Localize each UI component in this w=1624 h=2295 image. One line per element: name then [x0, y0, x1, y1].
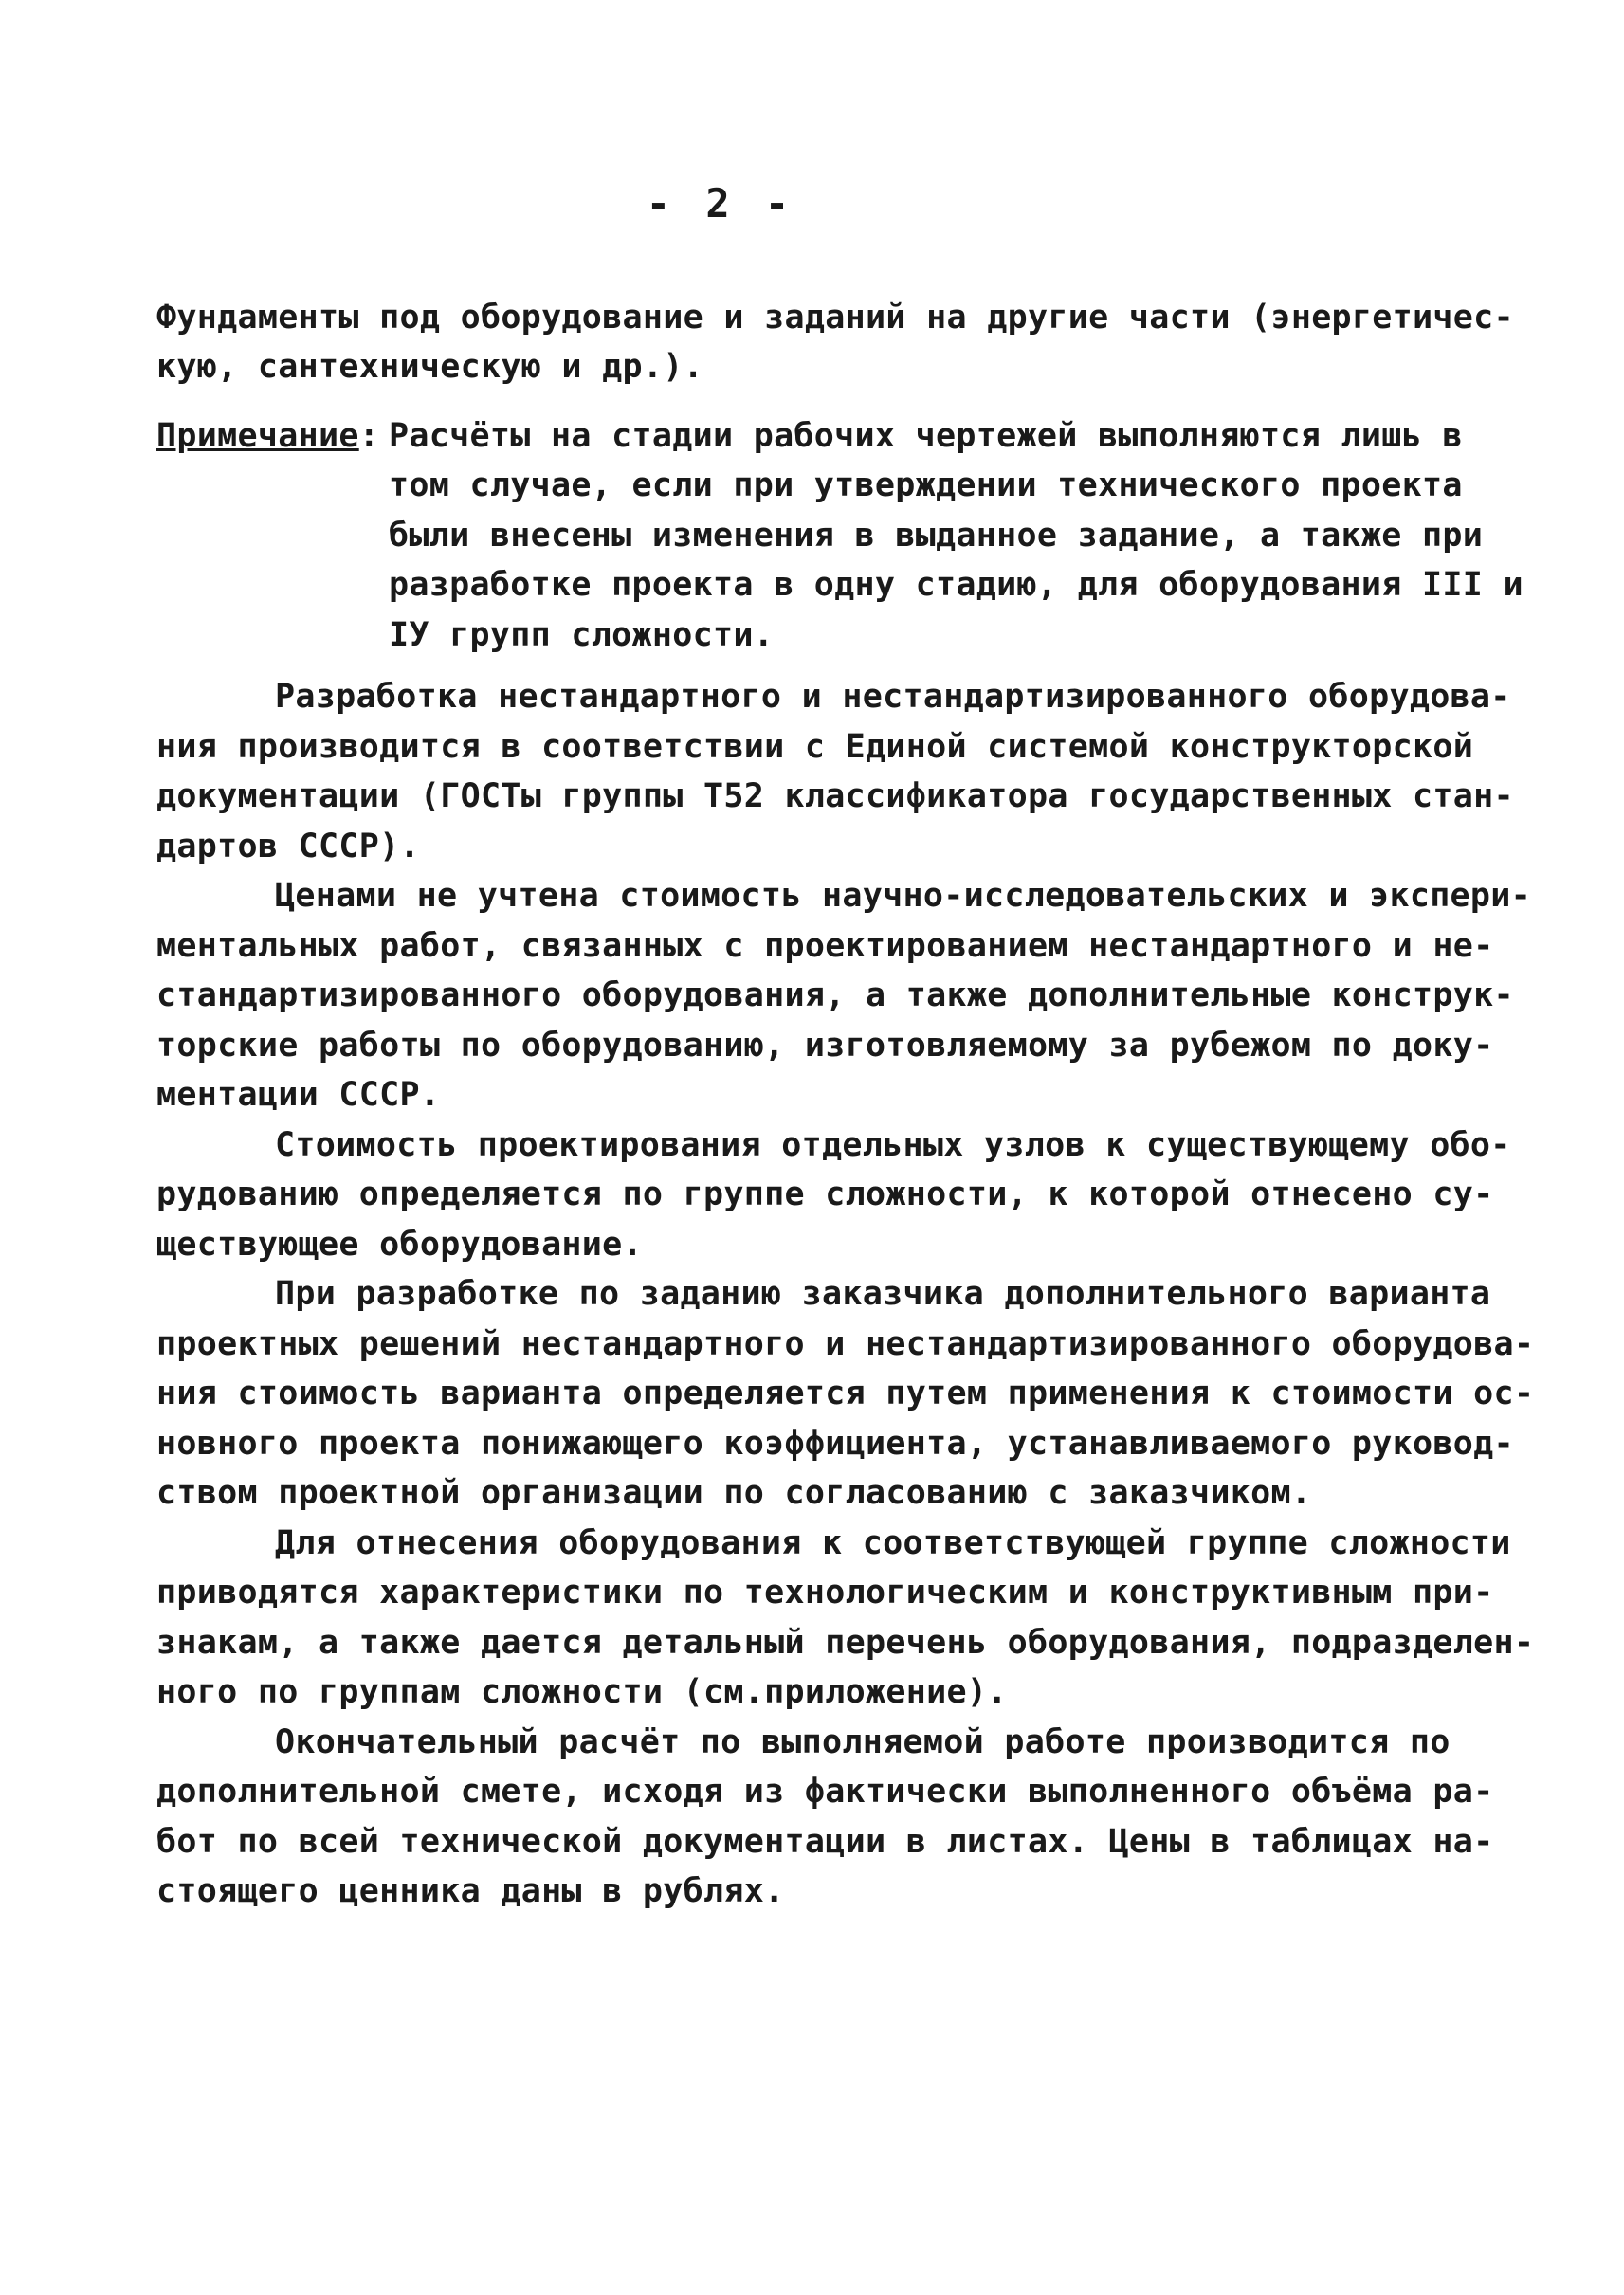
paragraph-5-line-4: ного по группам сложности (см.приложение).: [156, 1673, 1008, 1711]
paragraph-6-line-2: дополнительной смете, исходя из фактически выполненного объёма ра-: [156, 1773, 1494, 1811]
paragraph-1-line-2: ния производится в соответствии с Единой системой конструкторской: [156, 728, 1474, 766]
paragraph-4-line-1: При разработке по заданию заказчика дополнительного варианта: [275, 1275, 1491, 1313]
intro-line-2: кую, сантехническую и др.).: [156, 348, 704, 386]
note-line-2: том случае, если при утверждении технического проекта: [389, 466, 1463, 504]
paragraph-4-line-3: ния стоимость варианта определяется путем применения к стоимости ос-: [156, 1375, 1535, 1412]
note-line-3: были внесены изменения в выданное задание, а также при: [389, 517, 1484, 555]
note-label: Примечание: [156, 417, 359, 455]
paragraph-2-line-3: стандартизированного оборудования, а также дополнительные конструк-: [156, 976, 1514, 1014]
page-number: - 2 -: [646, 180, 795, 227]
paragraph-4-line-5: ством проектной организации по согласованию с заказчиком.: [156, 1474, 1312, 1512]
paragraph-5-line-1: Для отнесения оборудования к соответствующей группе сложности: [275, 1524, 1511, 1562]
paragraph-2-line-5: ментации СССР.: [156, 1076, 441, 1114]
paragraph-6-line-4: стоящего ценника даны в рублях.: [156, 1872, 785, 1910]
paragraph-2-line-1: Ценами не учтена стоимость научно-исследовательских и экспери-: [275, 877, 1532, 915]
paragraph-2-line-4: торские работы по оборудованию, изготовляемому за рубежом по доку-: [156, 1027, 1494, 1065]
paragraph-6-line-1: Окончательный расчёт по выполняемой работе производится по: [275, 1723, 1451, 1761]
paragraph-1-line-3: документации (ГОСТы группы Т52 классификатора государственных стан-: [156, 777, 1514, 815]
note-line-5: IУ групп сложности.: [389, 616, 775, 654]
paragraph-4-line-2: проектных решений нестандартного и нестандартизированного оборудова-: [156, 1325, 1535, 1363]
paragraph-4-line-4: новного проекта понижающего коэффициента, устанавливаемого руковод-: [156, 1425, 1514, 1463]
note-label-colon: :: [358, 417, 380, 455]
paragraph-3-line-3: ществующее оборудование.: [156, 1226, 643, 1264]
note-line-1: Расчёты на стадии рабочих чертежей выполняются лишь в: [389, 417, 1463, 455]
paragraph-1-line-4: дартов СССР).: [156, 828, 420, 865]
paragraph-2-line-2: ментальных работ, связанных с проектированием нестандартного и не-: [156, 927, 1494, 965]
paragraph-5-line-3: знакам, а также дается детальный перечень оборудования, подразделен-: [156, 1624, 1535, 1662]
intro-line-1: Фундаменты под оборудование и заданий на другие части (энергетичес-: [156, 299, 1514, 337]
paragraph-5-line-2: приводятся характеристики по технологическим и конструктивным при-: [156, 1574, 1494, 1612]
paragraph-1-line-1: Разработка нестандартного и нестандартизированного оборудова-: [275, 678, 1511, 716]
paragraph-3-line-1: Стоимость проектирования отдельных узлов к существующему обо-: [275, 1126, 1511, 1164]
paragraph-3-line-2: рудованию определяется по группе сложности, к которой отнесено су-: [156, 1175, 1494, 1213]
paragraph-6-line-3: бот по всей технической документации в листах. Цены в таблицах на-: [156, 1823, 1494, 1861]
note-label-wrap: [156, 417, 379, 455]
note-line-4: разработке проекта в одну стадию, для оборудования III и: [389, 566, 1524, 604]
